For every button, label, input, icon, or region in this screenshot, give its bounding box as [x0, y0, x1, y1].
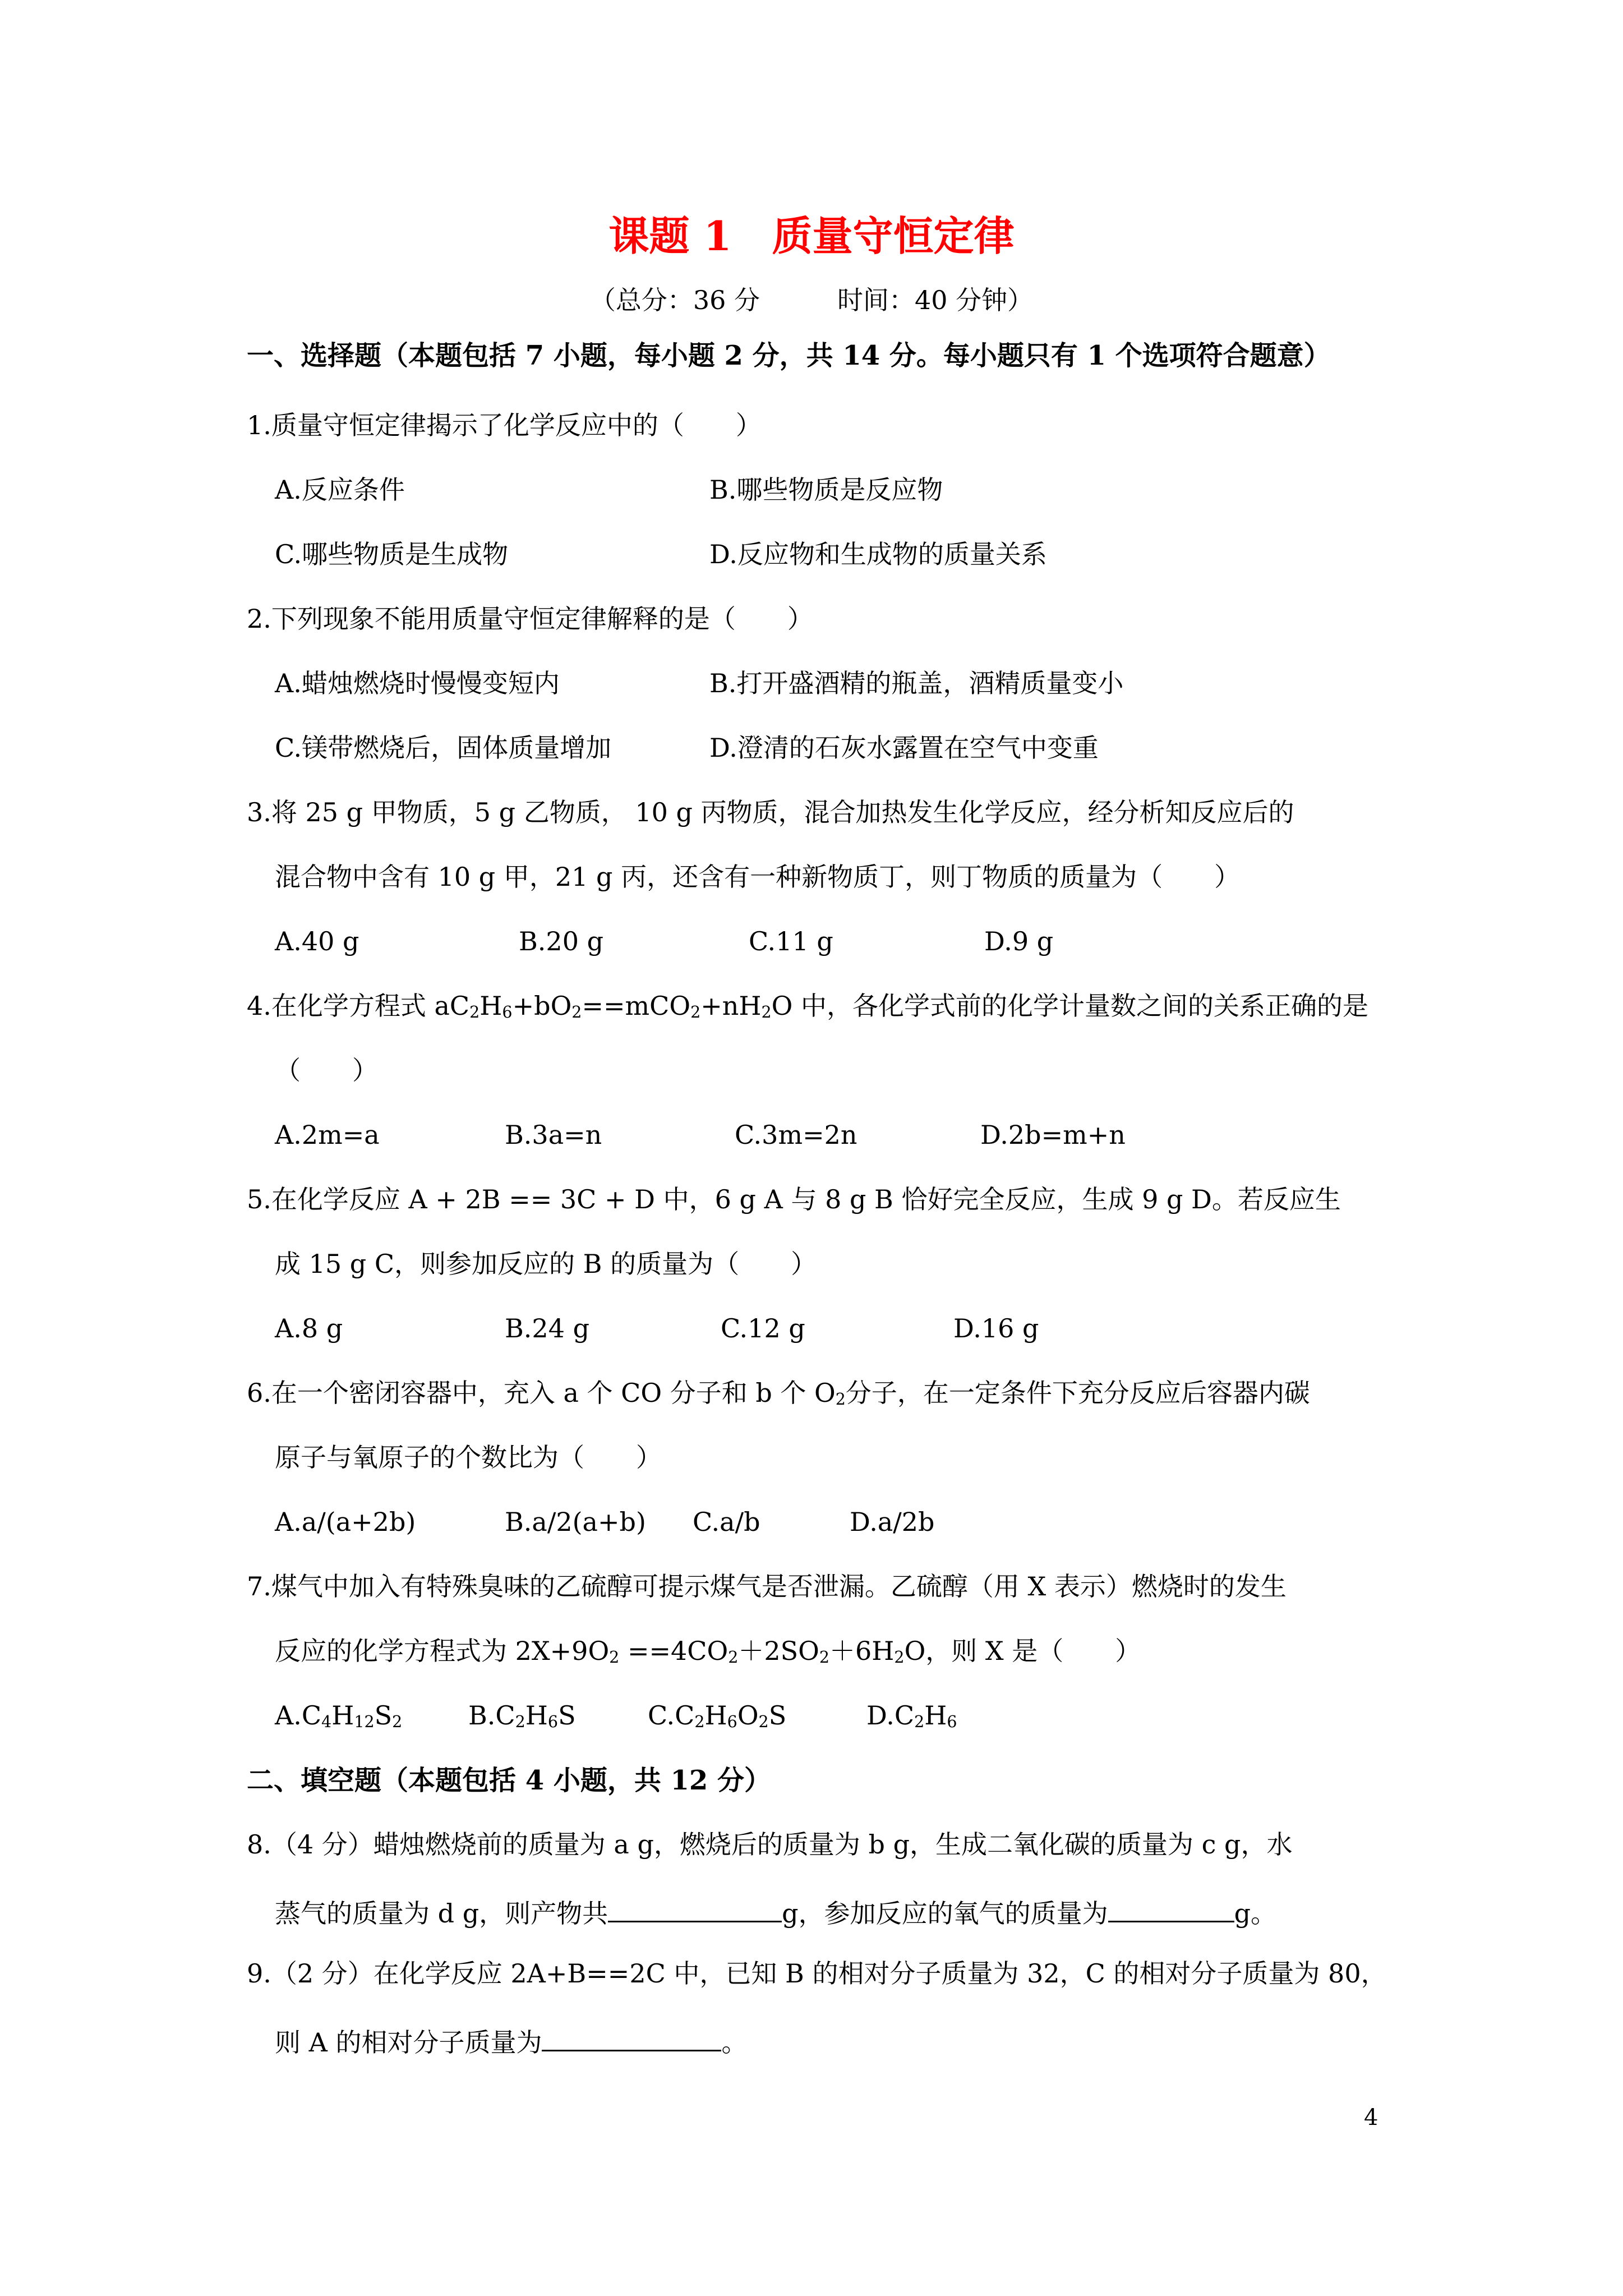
question-4-option-b: B.3a=n	[505, 1120, 602, 1150]
question-6-stem-line-1: 6.在一个密闭容器中，充入 a 个 CO 分子和 b 个 $O_2$分子，在一定条件下充分反应后容器内碳	[247, 1378, 1310, 1409]
question-7-stem-line-1: 7.煤气中加入有特殊臭味的乙硫醇可提示煤气是否泄漏。乙硫醇（用 X 表示）燃烧时的发生	[247, 1571, 1287, 1602]
question-7-option-a: $A.C_4H_{12}S_2$	[275, 1700, 403, 1732]
question-2-option-a: A.蜡烛燃烧时慢慢变短内	[275, 668, 560, 698]
question-3-stem-line-1: 3.将 25 g 甲物质，5 g 乙物质， 10 g 丙物质，混合加热发生化学反应，经分析知反应后的	[247, 797, 1294, 827]
page-number: 4	[1364, 2105, 1378, 2131]
section-heading-choice: 一、选择题（本题包括 7 小题，每小题 2 分，共 14 分。每小题只有 1 个选项符合题意）	[247, 340, 1331, 371]
question-1-option-b: B.哪些物质是反应物	[709, 475, 943, 505]
question-4-option-d: D.2b=m+n	[980, 1120, 1126, 1150]
answer-blank-relative-mass[interactable]	[542, 2025, 721, 2051]
question-1-option-c: C.哪些物质是生成物	[275, 539, 509, 569]
question-3-option-d: D.9 g	[984, 926, 1054, 956]
question-7-option-b: $B.C_2H_6S$	[468, 1700, 576, 1732]
question-1-option-d: D.反应物和生成物的质量关系	[709, 539, 1047, 569]
question-1-option-a: A.反应条件	[275, 475, 405, 505]
question-5-option-c: C.12 g	[721, 1313, 805, 1343]
section-heading-fill-in: 二、填空题（本题包括 4 小题，共 12 分）	[247, 1765, 772, 1796]
question-5-option-d: D.16 g	[953, 1313, 1039, 1343]
question-8-stem-line-2: 蒸气的质量为 d g，则产物共 g，参加反应的氧气的质量为 g。	[275, 1896, 1276, 1926]
question-6-option-a: A.a/(a+2b)	[275, 1507, 416, 1537]
question-7-option-d: $D.C_2H_6$	[866, 1700, 957, 1732]
question-5-stem-line-2: 成 15 g C，则参加反应的 B 的质量为（ ）	[275, 1249, 817, 1279]
question-9-stem-line-2: 则 A 的相对分子质量为 。	[275, 2025, 747, 2055]
question-3-option-b: B.20 g	[519, 926, 604, 956]
question-8-stem-line-1: 8.（4 分）蜡烛燃烧前的质量为 a g，燃烧后的质量为 b g，生成二氧化碳的质量为 c g，水	[247, 1829, 1293, 1860]
question-2-option-d: D.澄清的石灰水露置在空气中变重	[709, 733, 1099, 763]
question-4-option-a: A.2m=a	[275, 1120, 380, 1150]
answer-blank-oxygen[interactable]	[1108, 1896, 1234, 1922]
exam-meta: （总分：36 分 时间：40 分钟）	[589, 285, 1034, 315]
question-7-option-c: $C.C_2H_6O_2S$	[648, 1700, 787, 1732]
question-7-stem-line-2: 反应的化学方程式为 $2X+9O_2 ==4CO_2+2SO_2+6H_2O$，则 X 是（ ）	[275, 1636, 1141, 1667]
question-3-stem-line-2: 混合物中含有 10 g 甲，21 g 丙，还含有一种新物质丁，则丁物质的质量为（ ）	[275, 862, 1241, 892]
question-5-option-a: A.8 g	[275, 1313, 343, 1343]
question-6-option-b: B.a/2(a+b)	[505, 1507, 646, 1537]
question-2-option-c: C.镁带燃烧后，固体质量增加	[275, 733, 612, 763]
page-title: 课题 1 质量守恒定律	[608, 212, 1015, 260]
question-6-option-d: D.a/2b	[850, 1507, 935, 1537]
question-1-stem: 1.质量守恒定律揭示了化学反应中的（ ）	[247, 410, 762, 440]
question-6-option-c: C.a/b	[693, 1507, 760, 1537]
question-4-stem-line-1: 4.在化学方程式 $aC_2H_6+bO_2==mCO_2+nH_2O$ 中，各化学式前的化学计量数之间的关系正确的是	[247, 991, 1369, 1022]
question-2-stem: 2.下列现象不能用质量守恒定律解释的是（ ）	[247, 604, 813, 634]
answer-blank-products[interactable]	[608, 1896, 782, 1922]
question-2-option-b: B.打开盛酒精的瓶盖，酒精质量变小	[709, 668, 1124, 698]
question-4-stem-line-2: （ ）	[275, 1055, 378, 1085]
question-4-option-c: C.3m=2n	[735, 1120, 857, 1150]
question-6-stem-line-2: 原子与氧原子的个数比为（ ）	[275, 1442, 662, 1473]
question-9-stem-line-1: 9.（2 分）在化学反应 2A+B==2C 中，已知 B 的相对分子质量为 32，C 的相对分子质量为 80，	[247, 1958, 1387, 1989]
question-5-stem-line-1: 5.在化学反应 A + 2B == 3C + D 中，6 g A 与 8 g B 恰好完全反应，生成 9 g D。若反应生	[247, 1184, 1341, 1214]
question-3-option-c: C.11 g	[749, 926, 833, 956]
question-5-option-b: B.24 g	[505, 1313, 590, 1343]
question-3-option-a: A.40 g	[275, 926, 359, 956]
